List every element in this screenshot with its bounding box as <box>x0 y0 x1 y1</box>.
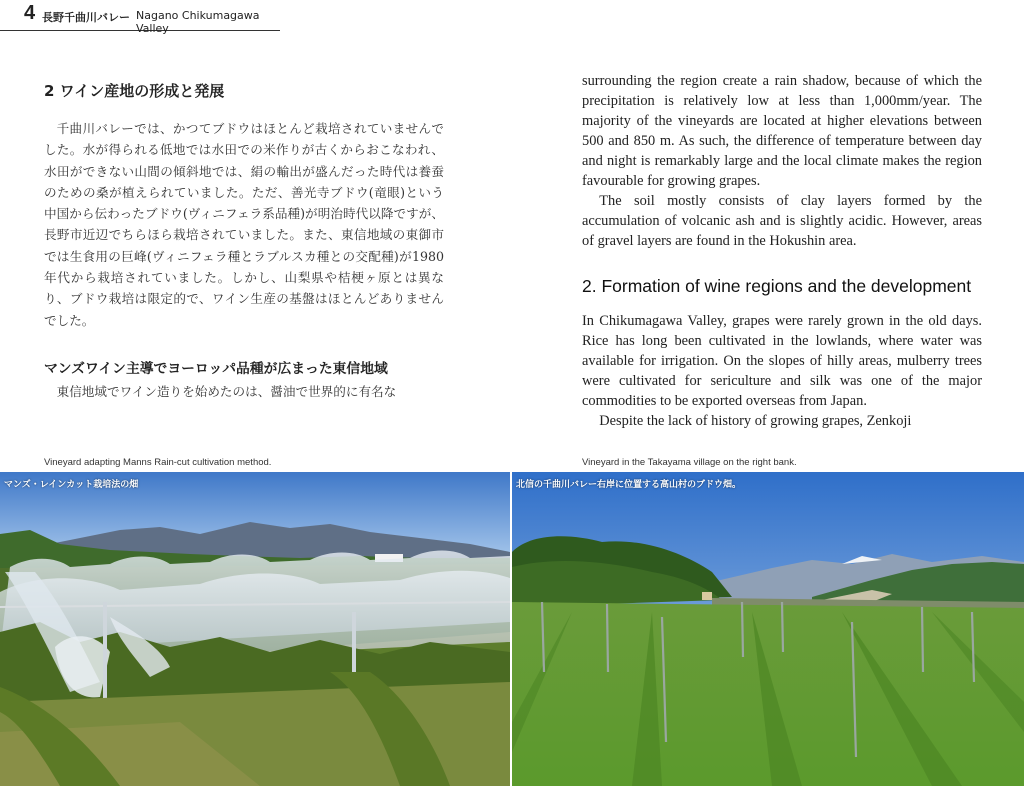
en-paragraph-climate: surrounding the region create a rain shadow, because of which the precipitation is relatively low at less than 1,000mm/year. The majority of the vineyards are located at higher elevations between 500 and 850 m. As such, the difference of temperature between day and night is remarkably large and the local climate makes the region favourable for growing grapes. <box>582 73 982 189</box>
en-paragraph-history: In Chikumagawa Valley, grapes were rarely grown in the old days. Rice has long been cultivated in the lowlands, where water was available for irrigation. On the slopes of hilly areas, mulberry trees were cultivated for sericulture and silk was one of the major commodities to be exported overseas from Japan. <box>582 313 982 409</box>
jp-body-paragraph-continued: 東信地域でワイン造りを始めたのは、醤油で世界的に有名な <box>56 383 397 399</box>
en-paragraph-continued: Despite the lack of history of growing grapes, Zenkoji <box>599 413 912 429</box>
right-photo-label: 北信の千曲川バレー右岸に位置する高山村のブドウ畑。 <box>516 480 742 490</box>
left-photo-label: マンズ・レインカット栽培法の畑 <box>4 480 139 490</box>
en-section-heading: 2. Formation of wine regions and the development <box>582 276 972 296</box>
header-title-en: Nagano Chikumagawa Valley <box>136 9 260 35</box>
takayama-vineyard-photo <box>512 472 1024 786</box>
left-photo-caption: Vineyard adapting Manns Rain-cut cultivation method. <box>44 457 272 468</box>
header-title-jp: 長野千曲川バレー <box>42 11 130 24</box>
jp-subheading: マンズワイン主導でヨーロッパ品種が広まった東信地域 <box>44 360 388 377</box>
page-number: 4 <box>24 2 36 24</box>
en-paragraph-soil: The soil mostly consists of clay layers formed by the accumulation of volcanic ash and is slightly acidic. However, areas of gravel layers are found in the Hokushin area. <box>582 193 982 249</box>
running-header <box>0 0 280 35</box>
rain-cut-vineyard-photo <box>0 472 510 786</box>
japanese-column <box>44 80 444 402</box>
right-photo-caption: Vineyard in the Takayama village on the right bank. <box>582 457 797 468</box>
jp-section-heading: 2 ワイン産地の形成と発展 <box>44 82 225 100</box>
jp-body-paragraph: 千曲川バレーでは、かつてブドウはほとんど栽培されていませんでした。水が得られる低地では水田での米作りが古くからおこなわれ、水田ができない山間の傾斜地では、絹の輸出が盛んだった時代は養蚕のための桑が植えられていました。ただ、善光寺ブドウ(竜眼)という中国から伝わったブドウ(ヴィニフェラ系品種)が明治時代以降ですが、長野市近辺でちらほら栽培されていました。また、東信地域の東御市では生食用の巨峰(ヴィニフェラ種とラブルスカ種との交配種)が1980年代から栽培されていました。しかし、山梨県や桔梗ヶ原とは異なり、ブドウ栽培は限定的で、ワイン生産の基盤はほとんどありませんでした。 <box>44 121 444 328</box>
english-column <box>582 71 982 431</box>
